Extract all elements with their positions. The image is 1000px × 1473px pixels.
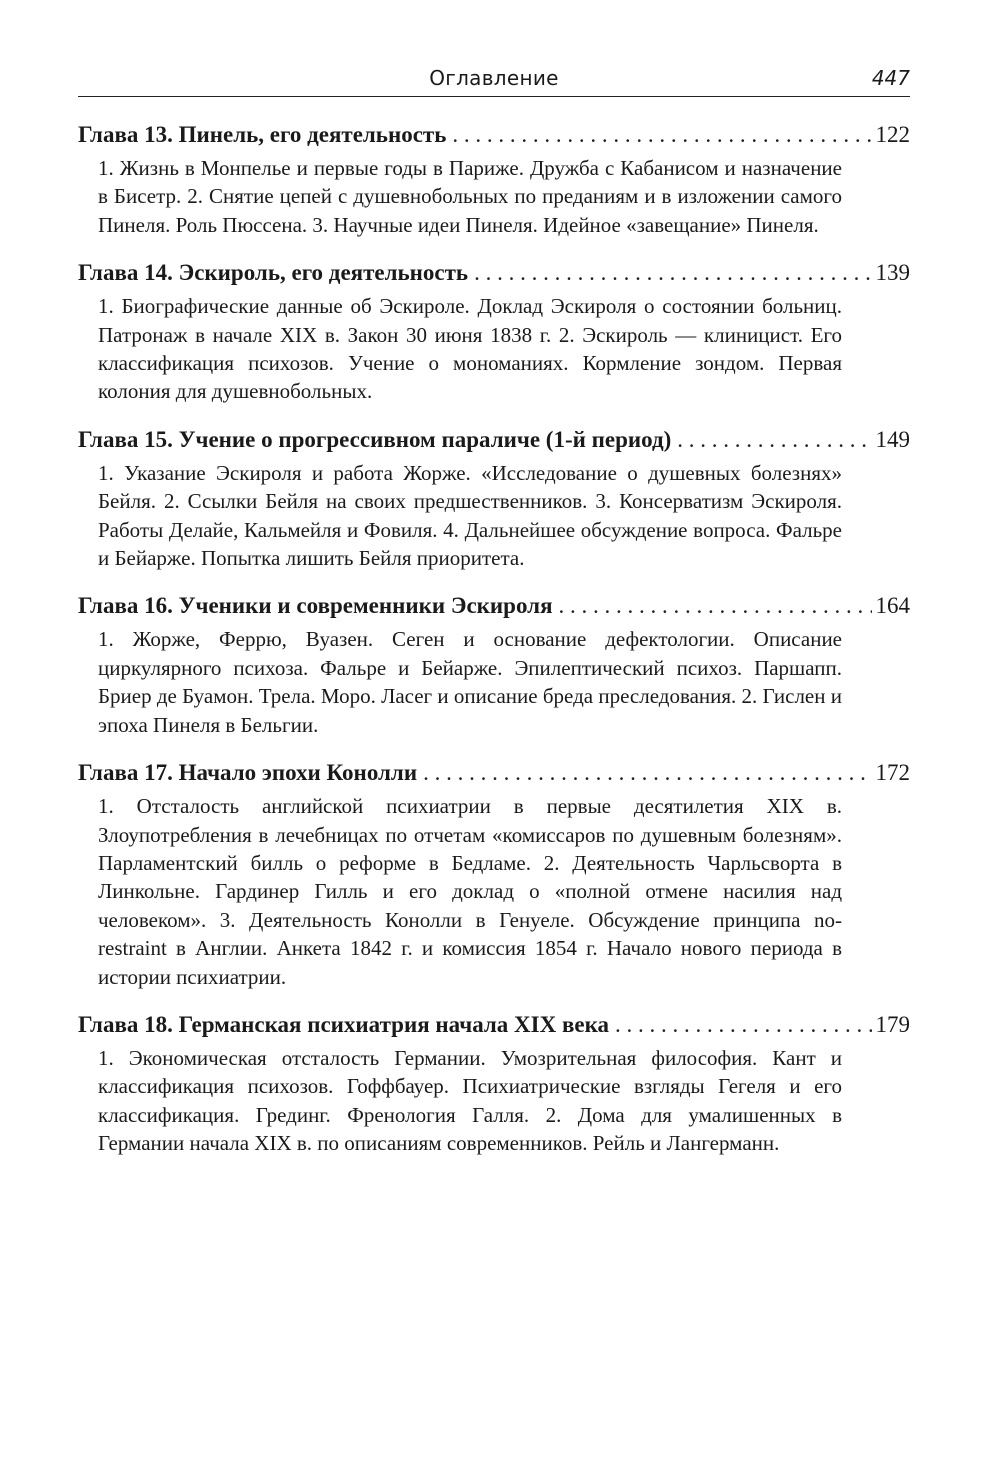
- book-page: [78, 60, 910, 1177]
- chapter-title: Глава 15. Учение о прогрессивном параличе (1-й период): [78, 426, 672, 452]
- dot-leader: [423, 758, 871, 788]
- dot-leader: [452, 120, 871, 150]
- running-header-title: Оглавление: [429, 66, 559, 90]
- dot-leader: [615, 1010, 871, 1040]
- toc-entry-chapter-14: [78, 258, 910, 406]
- chapter-page-number: 172: [875, 760, 910, 786]
- running-header: [78, 60, 910, 97]
- dot-leader: [474, 258, 871, 288]
- chapter-summary: 1. Отсталость английской психиатрии в первые десятилетия XIX в. Злоупотребления в лечебницах по отчетам «комиссаров по душевным болезням». Парламентский билль о реформе в Бедламе. 2. Деятельность Чарльсворта в Линкольне. Гардинер Гилль и его доклад о «полной отмене насилия над человеком». 3. Деятельность Конолли в Генуеле. Обсуждение принципа no-restraint в Англии. Анкета 1842 г. и комиссия 1854 г. Начало нового периода в истории психиатрии.: [98, 794, 842, 989]
- dot-leader: [677, 425, 871, 455]
- chapter-page-number: 179: [875, 1011, 910, 1037]
- chapter-page-number: 122: [875, 122, 910, 147]
- chapter-title: Глава 16. Ученики и современники Эскироля: [78, 593, 553, 619]
- chapter-summary: 1. Биографические данные об Эскироле. Доклад Эскироля о состоянии больниц. Патронаж в начале XIX в. Закон 30 июня 1838 г. 2. Эскироль — клиницист. Его классификация психозов. Учение о мономаниях. Кормление зондом. Первая колония для душевнобольных.: [98, 294, 842, 404]
- toc-heading[interactable]: [78, 758, 910, 788]
- toc-heading[interactable]: [78, 120, 910, 150]
- chapter-title: Глава 17. Начало эпохи Конолли: [78, 760, 418, 786]
- toc-heading[interactable]: [78, 591, 910, 621]
- toc-heading[interactable]: [78, 1010, 910, 1040]
- toc-entry-chapter-13: [78, 120, 910, 239]
- toc-heading[interactable]: [78, 425, 910, 455]
- table-of-contents: [78, 120, 910, 1158]
- chapter-title: Глава 13. Пинель, его деятельность: [78, 122, 447, 147]
- chapter-summary: 1. Экономическая отсталость Германии. Умозрительная философия. Кант и классификация психозов. Гоффбауер. Психиатрические взгляды Гегеля и его классификация. Грединг. Френология Галля. 2. Дома для умалишенных в Германии начала XIX в. по описаниям современников. Рейль и Лангерманн.: [98, 1045, 842, 1156]
- chapter-summary: 1. Указание Эскироля и работа Жорже. «Исследование о душевных болезнях» Бейля. 2. Ссылки Бейля на своих предшественников. 3. Консерватизм Эскироля. Работы Делайе, Кальмейля и Фовиля. 4. Дальнейшее обсуждение вопроса. Фальре и Бейарже. Попытка лишить Бейля приоритета.: [98, 460, 842, 571]
- chapter-title: Глава 18. Германская психиатрия начала XIX века: [78, 1011, 610, 1037]
- toc-entry-chapter-16: [78, 591, 910, 739]
- toc-entry-chapter-15: [78, 425, 910, 573]
- page-number: 447: [871, 66, 910, 90]
- toc-entry-chapter-18: [78, 1010, 910, 1158]
- chapter-title: Глава 14. Эскироль, его деятельность: [78, 260, 469, 286]
- chapter-page-number: 164: [875, 593, 910, 619]
- chapter-summary: 1. Жизнь в Монпелье и первые годы в Париже. Дружба с Кабанисом и назначение в Бисетр. 2. Снятие цепей с душевнобольных по преданиям и в изложении самого Пинеля. Роль Пюссена. 3. Научные идеи Пинеля. Идейное «завещание» Пинеля.: [98, 156, 842, 237]
- chapter-page-number: 149: [875, 426, 910, 452]
- chapter-page-number: 139: [875, 260, 910, 286]
- chapter-summary: 1. Жорже, Феррю, Вуазен. Сеген и основание дефектологии. Описание циркулярного психоза. Фальре и Бейарже. Эпилептический психоз. Паршапп. Бриер де Буамон. Трела. Моро. Ласег и описание бреда преследования. 2. Гислен и эпоха Пинеля в Бельгии.: [98, 627, 842, 737]
- toc-entry-chapter-17: [78, 758, 910, 991]
- toc-heading[interactable]: [78, 258, 910, 288]
- dot-leader: [559, 591, 872, 621]
